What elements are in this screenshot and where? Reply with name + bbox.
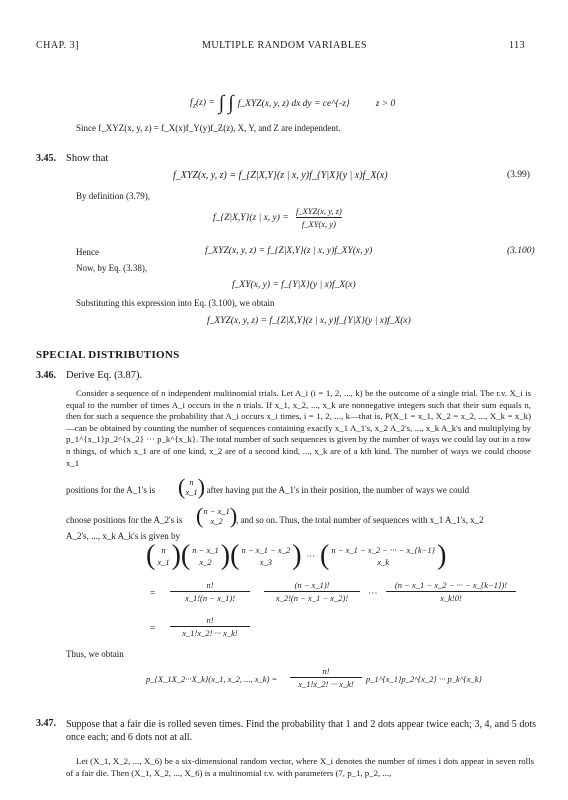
problem-statement-3-45: Show that <box>66 153 109 164</box>
problem-statement-3-47: Suppose that a fair die is rolled seven times. Find the probability that 1 and 2 dots appear twice each; 3, 4, and 5 dots once each; and 6 dots not at all. <box>66 719 536 743</box>
conditional-density-fraction <box>296 206 342 229</box>
multinomial-pmf-rhs: p_1^{x_1}p_2^{x_2} ··· p_k^{x_k} <box>366 674 482 684</box>
fraction-denominator: x_2!(n − x_1 − x_2)! <box>275 593 349 603</box>
binomial-n-x1: ( n x_1 ) <box>178 474 205 499</box>
binomial-top: n − x_1 <box>192 545 219 555</box>
fraction-denominator: f_XY(x, y) <box>301 219 336 229</box>
equation-3-99: f_XYZ(x, y, z) = f_{Z|X,Y}(z | x, y)f_{Y|X}(y | x)f_X(x) <box>173 170 388 181</box>
running-title: MULTIPLE RANDOM VARIABLES <box>202 40 368 51</box>
equals-sign-1: = <box>150 589 156 599</box>
binomial-top: n − x_1 − x_2 <box>241 545 291 555</box>
given-by-line: A_2's, ..., x_k A_k's is given by <box>66 531 180 541</box>
die-roll-paragraph: Let (X_1, X_2, ..., X_6) be a six-dimensional random vector, where X_i denotes the number of times i dots appear in seven rolls of a fair die. Then (X_1, X_2, ..., X_6) is a multinomial r.v. with parameters (7, p_1, p_2, ..., <box>66 756 534 778</box>
factorial-fraction-4 <box>170 615 250 638</box>
multinomial-pmf-lhs: p_{X_1X_2···X_k}(x_1, x_2, ..., x_k) = <box>146 674 278 684</box>
page-number: 113 <box>509 40 526 51</box>
choose-line-end: , and so on. Thus, the total number of sequences with x_1 A_1's, x_2 <box>236 515 484 525</box>
positions-line-end: , after having put the A_1's in their position, the number of ways we could <box>202 485 470 495</box>
marginal-density-text: f_XYZ(x, y, z) dx dy = ce^{-z} <box>237 98 350 109</box>
binomial-top: n − x_1 <box>203 506 230 516</box>
fraction-numerator: (n − x_1)! <box>294 580 330 590</box>
problem-number-3-45: 3.45. <box>36 153 56 164</box>
binomial-top: n − x_1 − x_2 − ··· − x_{k−1} <box>331 545 436 555</box>
equation-tag-3-99: (3.99) <box>507 170 530 180</box>
factorial-fraction-1 <box>170 580 250 603</box>
factorial-fraction-3 <box>386 580 516 603</box>
multinomial-derivation-paragraph: Consider a sequence of n independent multinomial trials. Let A_i (i = 1, 2, ..., k) be the outcome of a single trial. The r.v. X_i is equal to the number of times A_i occurs in the n trials. If x_1, x_2, ..., x_k are nonnegative integers such that their sum equals n, then for such a sequence the probability that A_i occurs x_i times, i = 1, 2, ..., k—that is, P(X_1 = x_1, X_2 = x_2, ..., X_k = x_k)—can be obtained by counting the number of sequences containing exactly x_1 A_1's, x_2 A_2's, ..., x_k A_k's and multiplying by p_1^{x_1}p_2^{x_2} ··· p_k^{x_k}. The total number of such sequences is given by the number of ways we could lay out in a row n things, of which x_1 are of one kind, x_2 are of a second kind, ..., x_k are of a kth kind. The number of ways we could choose x_1 <box>66 388 531 468</box>
problem-statement-3-46: Derive Eq. (3.87). <box>66 370 143 381</box>
problem-number-3-46: 3.46. <box>36 370 56 381</box>
problem-number-3-47: 3.47. <box>36 718 56 729</box>
binomial-bottom: x_2 <box>210 516 223 526</box>
choose-line-start: choose positions for the A_2's is <box>66 515 183 525</box>
binomial-top: n <box>189 477 194 487</box>
binomial-bottom: x_3 <box>259 557 272 567</box>
equation-tag-3-100: (3.100) <box>507 246 535 256</box>
fraction-denominator: x_1!x_2! ··· x_k! <box>182 628 238 638</box>
marginal-density-formula: $f_Z(z)$ = ∫ ∫ f_XYZ(x, y, z) dx dy = ce^{-z} z > 0 <box>190 92 396 114</box>
substituting-text: Substituting this expression into Eq. (3.100), we obtain <box>76 298 275 308</box>
final-equation-3-45: f_XYZ(x, y, z) = f_{Z|X,Y}(z | x, y)f_{Y|X}(y | x)f_X(x) <box>207 316 411 326</box>
by-definition-text: By definition (3.79), <box>76 191 150 201</box>
ellipsis: ··· <box>306 551 316 561</box>
fraction-numerator: n! <box>206 615 214 625</box>
equation-3-100: f_XYZ(x, y, z) = f_{Z|X,Y}(z | x, y)f_XY(x, y) <box>205 246 373 256</box>
fraction-denominator: x_1!(n − x_1)! <box>184 593 236 603</box>
binomial-bottom: x_1 <box>157 557 170 567</box>
chapter-label: CHAP. 3] <box>36 40 79 51</box>
section-heading: SPECIAL DISTRIBUTIONS <box>36 349 180 361</box>
equals-sign-2: = <box>150 624 156 634</box>
fraction-denominator: x_1!x_2! ··· x_k! <box>298 679 354 689</box>
marginal-density-cond: z > 0 <box>375 98 396 109</box>
factorial-fraction-2 <box>264 580 360 603</box>
multinomial-coefficient <box>290 666 362 689</box>
binomial-bottom: x_2 <box>199 557 212 567</box>
fraction-numerator: n! <box>322 666 330 676</box>
conditional-density-lhs: f_{Z|X,Y}(z | x, y) = <box>213 213 289 223</box>
now-by-eq-text: Now, by Eq. (3.38), <box>76 263 148 273</box>
ellipsis-2: ··· <box>368 589 378 599</box>
fraction-numerator: (n − x_1 − x_2 − ··· − x_{k−1})! <box>394 580 508 590</box>
fraction-denominator: x_k!0! <box>440 593 462 603</box>
fraction-numerator: f_XYZ(x, y, z) <box>296 206 342 216</box>
joint-density-equation: f_XY(x, y) = f_{Y|X}(y | x)f_X(x) <box>232 280 356 290</box>
independence-statement: Since f_XYZ(x, y, z) = f_X(x)f_Y(y)f_Z(z), X, Y, and Z are independent. <box>76 123 341 133</box>
binomial-product: ( n x_1 )( n − x_1 x_2 )( n − x_1 − x_2 x_3 ) ··· ( n − x_1 − x_2 − ··· − x_{k−1} x_k ) <box>146 540 447 571</box>
binomial-bottom: x_1 <box>185 487 198 497</box>
hence-text: Hence <box>76 247 99 257</box>
binomial-n-minus-x1-x2: ( n − x_1 x_2 ) <box>196 503 238 528</box>
thus-we-obtain: Thus, we obtain <box>66 649 124 659</box>
binomial-top: n <box>161 545 166 555</box>
positions-line-start: positions for the A_1's is <box>66 485 156 495</box>
fraction-numerator: n! <box>206 580 214 590</box>
binomial-bottom: x_k <box>377 557 390 567</box>
